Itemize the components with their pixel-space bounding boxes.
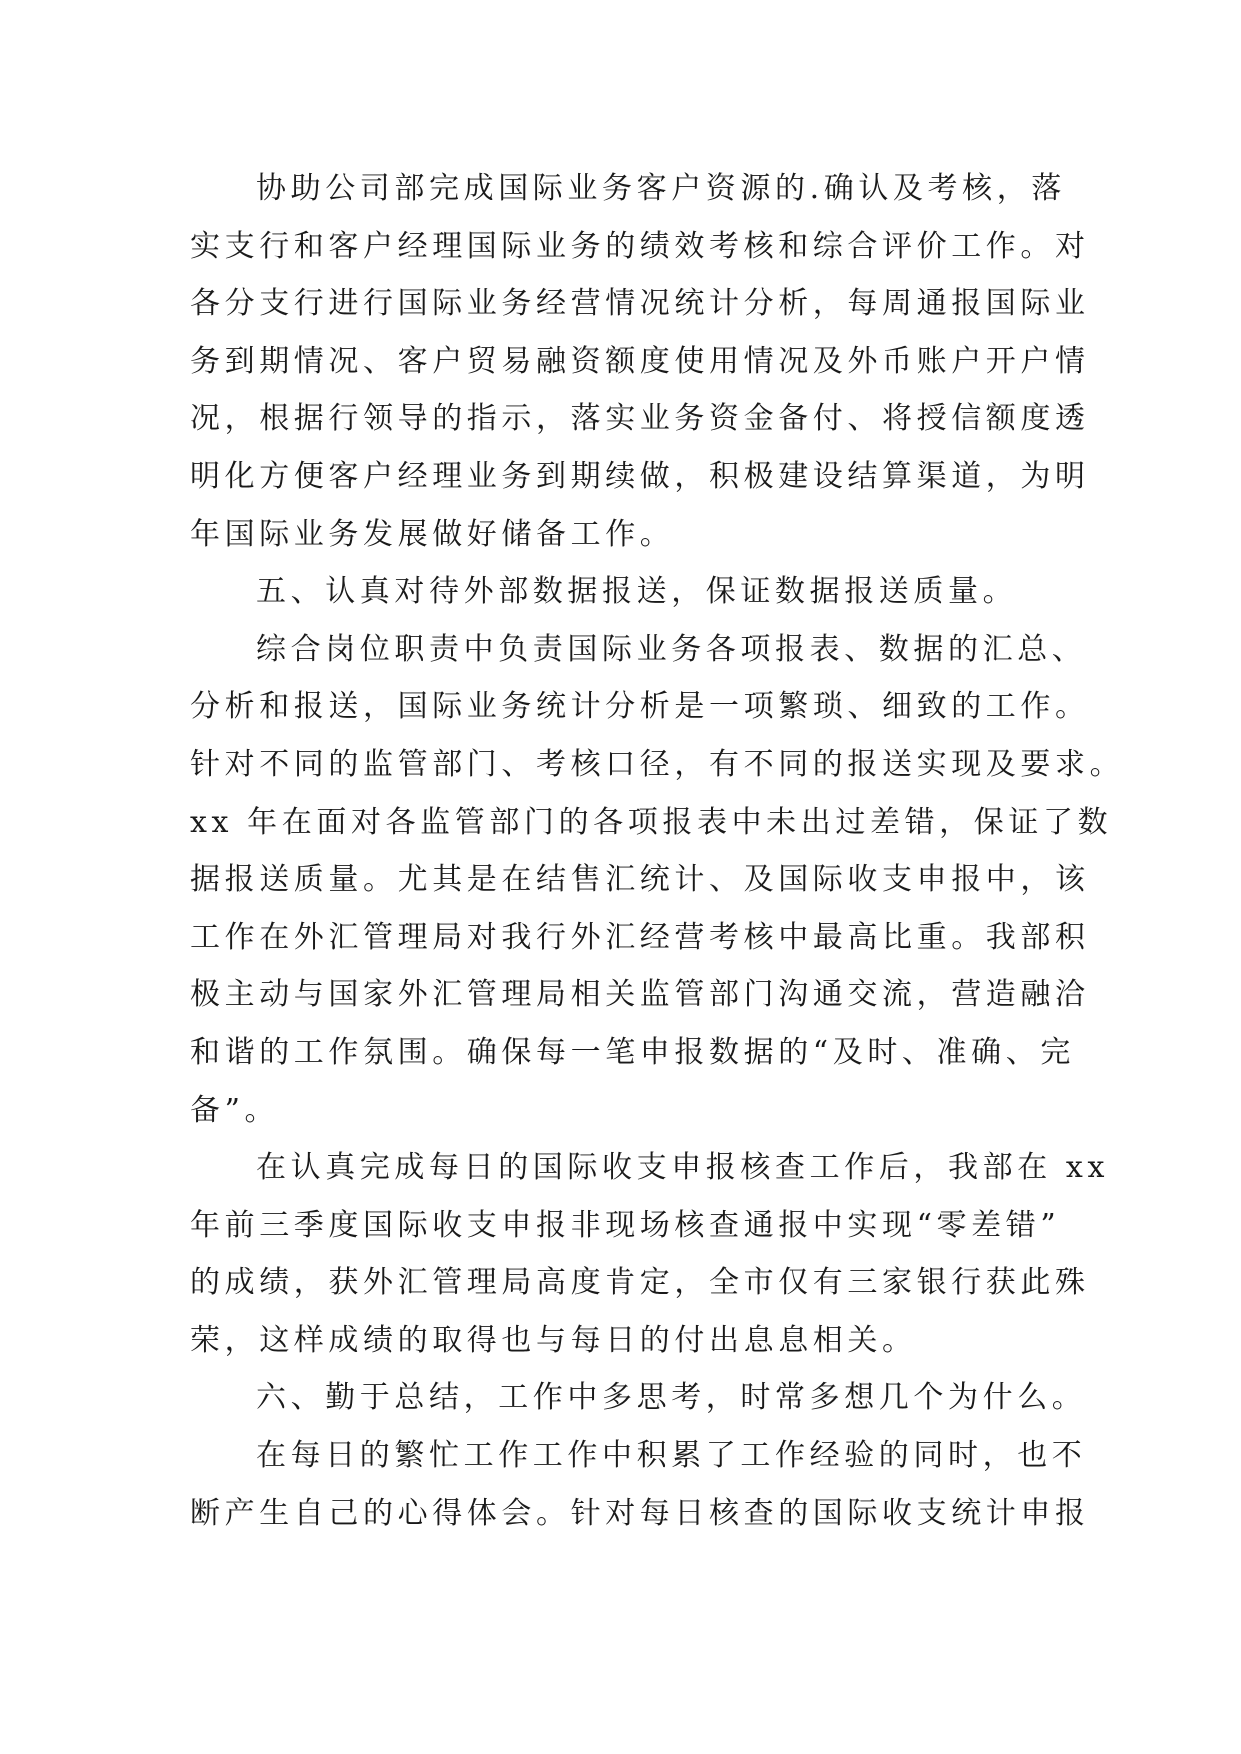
section-heading: 五、认真对待外部数据报送，保证数据报送质量。: [256, 574, 1018, 610]
paragraph-line: 和谐的工作氛围。确保每一笔申报数据的“及时、准确、完: [190, 1034, 1075, 1070]
paragraph-line: 据报送质量。尤其是在结售汇统计、及国际收支申报中，该: [190, 862, 1090, 898]
paragraph-line: 的成绩，获外汇管理局高度肯定，全市仅有三家银行获此殊: [190, 1265, 1090, 1301]
paragraph-line: 断产生自己的心得体会。针对每日核查的国际收支统计申报: [190, 1495, 1090, 1531]
paragraph-line: 极主动与国家外汇管理局相关监管部门沟通交流，营造融洽: [190, 977, 1090, 1013]
paragraph-line: 工作在外汇管理局对我行外汇经营考核中最高比重。我部积: [190, 919, 1090, 955]
paragraph-line: 荣，这样成绩的取得也与每日的付出息息相关。: [190, 1322, 917, 1358]
paragraph-line: 分析和报送，国际业务统计分析是一项繁琐、细致的工作。: [190, 689, 1090, 725]
paragraph-line: 况，根据行领导的指示，落实业务资金备付、将授信额度透: [190, 401, 1090, 437]
paragraph-line: 明化方便客户经理业务到期续做，积极建设结算渠道，为明: [190, 458, 1090, 494]
paragraph-line: 年前三季度国际收支申报非现场核查通报中实现“零差错”: [190, 1207, 1061, 1243]
paragraph-line: 备”。: [190, 1092, 280, 1128]
paragraph-line: xx 年在面对各监管部门的各项报表中未出过差错，保证了数: [190, 804, 1113, 840]
section-heading: 六、勤于总结，工作中多思考，时常多想几个为什么。: [256, 1380, 1087, 1416]
paragraph-line: 年国际业务发展做好储备工作。: [190, 516, 675, 552]
body-text: [190, 160, 1125, 1542]
paragraph-line: 各分支行进行国际业务经营情况统计分析，每周通报国际业: [190, 286, 1090, 322]
paragraph-line: 务到期情况、客户贸易融资额度使用情况及外币账户开户情: [190, 343, 1090, 379]
paragraph-line: 针对不同的监管部门、考核口径，有不同的报送实现及要求。: [190, 746, 1125, 782]
paragraph-line: 协助公司部完成国际业务客户资源的.确认及考核，落: [256, 171, 1066, 206]
paragraph-line: 在每日的繁忙工作工作中积累了工作经验的同时，也不: [256, 1438, 1087, 1474]
paragraph-line: 综合岗位职责中负责国际业务各项报表、数据的汇总、: [256, 631, 1087, 667]
paragraph-line: 在认真完成每日的国际收支申报核查工作后，我部在 xx: [256, 1150, 1109, 1186]
paragraph-line: 实支行和客户经理国际业务的绩效考核和综合评价工作。对: [190, 228, 1090, 264]
